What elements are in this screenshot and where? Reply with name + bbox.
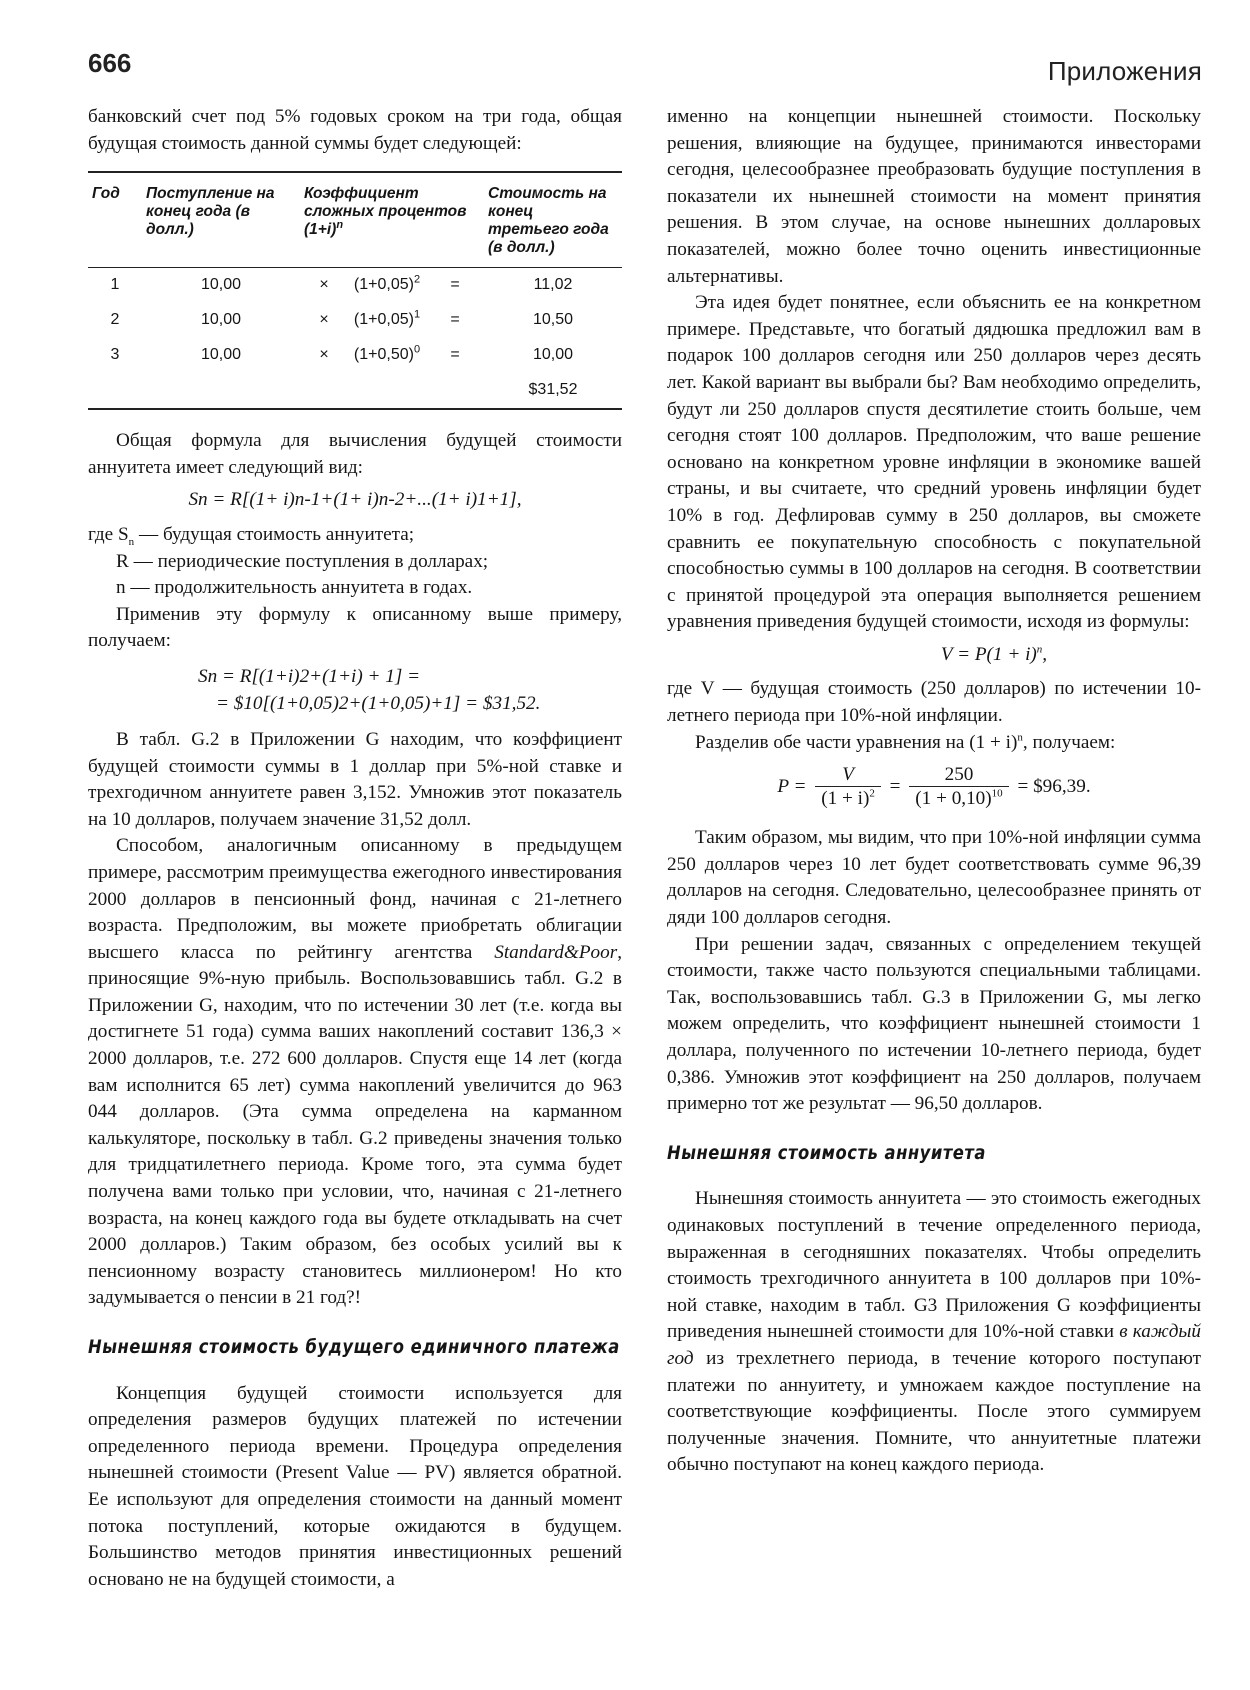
- formula-applied-line2: = $10[(1+0,05)2+(1+0,05)+1] = $31,52.: [216, 692, 541, 714]
- section-heading-pv-annuity: Нынешняя стоимость аннуитета: [667, 1141, 986, 1164]
- cell-coef: $(1+0,05)^2$: [353, 273, 421, 294]
- cell-op: ×: [319, 346, 329, 364]
- paragraph-pv-concept: Концепция будущей стоимости используется для определения размеров будущих платежей по истечении определенного периода времени. Процедура определения нынешней стоимости (Present Value — PV) является обратной. Ее используют для определения стоимости на данный момент потока поступлений, которые ожидаются в будущем. Большинство методов принятия инвестиционных решений основано не на будущей стоимости, а: [88, 1382, 622, 1590]
- paragraph-continuation: именно на концепции нынешней стоимости. Поскольку решения, влияющие на будущее, принимаются инвесторами сегодня, целесообразнее преобразовать будущие поступления в показатели их нынешней стоимости на момент принятия решения. В этом случае, на основе нынешних долларовых показателей, можно более точно оценить инвестиционные альтернативы.: [667, 106, 1201, 287]
- paragraph-formula-intro: Общая формула для вычисления будущей стоимости аннуитета имеет следующий вид:: [88, 430, 622, 478]
- paragraph-apply: Применив эту формулу к описанному выше примеру, получаем:: [88, 603, 622, 652]
- table-header-row: [88, 172, 622, 268]
- cell-value: 11,02: [533, 276, 573, 294]
- where-line-r: R — периодические поступления в долларах;: [116, 550, 489, 572]
- table-row: [88, 303, 622, 338]
- page-number: 666: [88, 48, 132, 78]
- formula-lhs: P =: [777, 776, 807, 798]
- cell-eq: =: [450, 311, 460, 329]
- cell-year: 2: [110, 311, 120, 329]
- col-header-value: Стоимость на конец третьего года (в долл.): [484, 172, 622, 268]
- paragraph-annuity-pv: Нынешняя стоимость аннуитета — это стоимость ежегодных одинаковых поступлений в течение определенного периода, выраженная в сегодняшних показателях. Чтобы определить стоимость трехгодичного аннуитета в 100 долларов при 10%-ной ставке, находим в табл. G3 Приложения G коэффициенты приведения нынешней стоимости для 10%-ной ставки в каждый год из трехлетнего периода, в течение которого поступают платежи по аннуитету, и умножаем каждое поступление на соответствующие коэффициенты. После этого суммируем полученные значения. Помните, что аннуитетные платежи обычно поступают на конец каждого периода.: [667, 1188, 1201, 1476]
- formula-applied: [88, 663, 622, 717]
- cell-op: ×: [319, 311, 329, 329]
- col-header-year: Год: [88, 172, 142, 268]
- cell-op: ×: [319, 276, 329, 294]
- section-heading-pv-single: Нынешняя стоимость будущего единичного платежа: [88, 1336, 620, 1358]
- table-total-row: [88, 373, 622, 409]
- table-row: [88, 338, 622, 373]
- cell-value: 10,00: [532, 346, 574, 364]
- left-column: [88, 104, 622, 1593]
- cell-eq: =: [450, 276, 460, 294]
- right-column: [667, 104, 1201, 1479]
- formula-v: $V = P(1 + i)^n$,: [940, 643, 1048, 665]
- future-value-table: [88, 171, 622, 410]
- cell-total: $31,52: [528, 381, 578, 399]
- formula-present-value: [667, 764, 1201, 811]
- formula-equals: =: [889, 776, 901, 798]
- paragraph-where-v: где V — будущая стоимость (250 долларов) по истечении 10-летнего периода при 10%-ной инфляции.: [667, 678, 1201, 727]
- paragraph-uncle-example: Эта идея будет понятнее, если объяснить ее на конкретном примере. Представьте, что богатый дядюшка предложил вам в подарок 100 долларов сегодня или 250 долларов через десять лет. Какой вариант вы выбрали бы? Вам необходимо определить, будут ли 250 долларов спустя десятилетие стоить больше, чем сегодня стоят 100 долларов. Предположим, что ваше решение основано на конкретном уровне инфляции в экономике вашей страны, и вы считаете, что средний уровень инфляции будет 10% в год. Дефлировав сумму в 250 долларов, вы сможете сравнить ее покупательную способность с покупательной способностью суммы в 100 долларов на сегодня. В соответствии с принятой процедурой эта операция выполняется решением уравнения приведения будущей стоимости, исходя из формулы:: [667, 292, 1201, 633]
- where-line-n: n — продолжительность аннуитета в годах.: [116, 577, 473, 599]
- formula-result: = $96,39.: [1017, 776, 1091, 798]
- cell-amount: 10,00: [200, 276, 242, 294]
- cell-year: 1: [110, 276, 120, 294]
- cell-coef: $(1+0,50)^0$: [353, 343, 421, 364]
- col-header-amount: Поступление на конец года (в долл.): [142, 172, 300, 268]
- cell-amount: 10,00: [200, 311, 242, 329]
- fraction-numeric: $\frac{250}{(1 + 0,10)^{10}}$: [909, 764, 1008, 811]
- cell-year: 3: [110, 346, 120, 364]
- cell-value: 10,50: [532, 311, 574, 329]
- formula-future-annuity: Sn = R[(1+ i)n-1+(1+ i)n-2+...(1+ i)1+1],: [188, 489, 522, 511]
- paragraph-tables-g3: При решении задач, связанных с определением текущей стоимости, также часто пользуются специальными таблицами. Так, воспользовавшись табл. G.3 в Приложении G, мы легко можем определить, что коэффициент нынешней стоимости 1 доллара, полученного по истечении 10-летнего периода, будет 0,386. Умножив этот коэффициент на 250 долларов, получаем примерно тот же результат — 96,50 долларов.: [667, 933, 1201, 1115]
- cell-coef: $(1+0,05)^1$: [353, 308, 421, 329]
- cell-amount: 10,00: [200, 346, 242, 364]
- where-line-sn: где $S_n$ — будущая стоимость аннуитета;: [88, 523, 415, 548]
- intro-paragraph: банковский счет под 5% годовых сроком на три года, общая будущая стоимость данной суммы будет следующей:: [88, 106, 622, 154]
- table-row: [88, 268, 622, 304]
- formula-applied-line1: Sn = R[(1+i)2+(1+i) + 1] =: [198, 665, 421, 687]
- paragraph-pension-example: Способом, аналогичным описанному в предыдущем примере, рассмотрим преимущества ежегодного инвестирования 2000 долларов в пенсионный фонд, начиная с 21-летнего возраста. Предположим, вы можете приобретать облигации высшего класса по рейтингу агентства Standard&Poor, приносящие 9%-ную прибыль. Воспользовавшись табл. G.2 в Приложении G, находим, что по истечении 30 лет (т.е. когда вы достигнете 51 года) сумма ваших накоплений составит 136,3 × 2000 долларов, т.е. 272 600 долларов. Спустя еще 14 лет (когда вам исполнится 65 лет) сумма накоплений увеличится до 963 044 долларов. (Эта сумма определена на карманном калькуляторе, поскольку в табл. G.2 приведены значения только для тридцатилетнего периода. Кроме того, эта сумма будет получена вами только при условии, что, начиная с 21-летнего возраста, на конец каждого года вы будете откладывать на счет 2000 долларов.) Таким образом, без особых усилий вы к пенсионному возрасту становитесь миллионером! Но кто задумывается о пенсии в 21 год?!: [88, 835, 622, 1309]
- fraction-symbolic: $\frac{V}{(1 + i)^2}$: [815, 764, 881, 811]
- col-header-coefficient: Коэффициент сложных процентов $(1+i)^n$: [300, 172, 484, 268]
- paragraph-divide: Разделив обе части уравнения на $(1 + i)^n$, получаем:: [695, 731, 1116, 753]
- running-title: Приложения: [1047, 56, 1202, 86]
- paragraph-table-g2: В табл. G.2 в Приложении G находим, что коэффициент будущей стоимости суммы в 1 доллар при 5%-ной ставке и трехгодичном аннуитете равен 3,152. Умножив этот показатель на 10 долларов, получаем значение 31,52 долл.: [88, 728, 622, 830]
- cell-eq: =: [450, 346, 460, 364]
- paragraph-conclusion: Таким образом, мы видим, что при 10%-ной инфляции сумма 250 долларов через 10 лет будет соответствовать сумме 96,39 долларов на сегодня. Следовательно, целесообразнее принять от дяди 100 долларов сегодня.: [667, 827, 1201, 929]
